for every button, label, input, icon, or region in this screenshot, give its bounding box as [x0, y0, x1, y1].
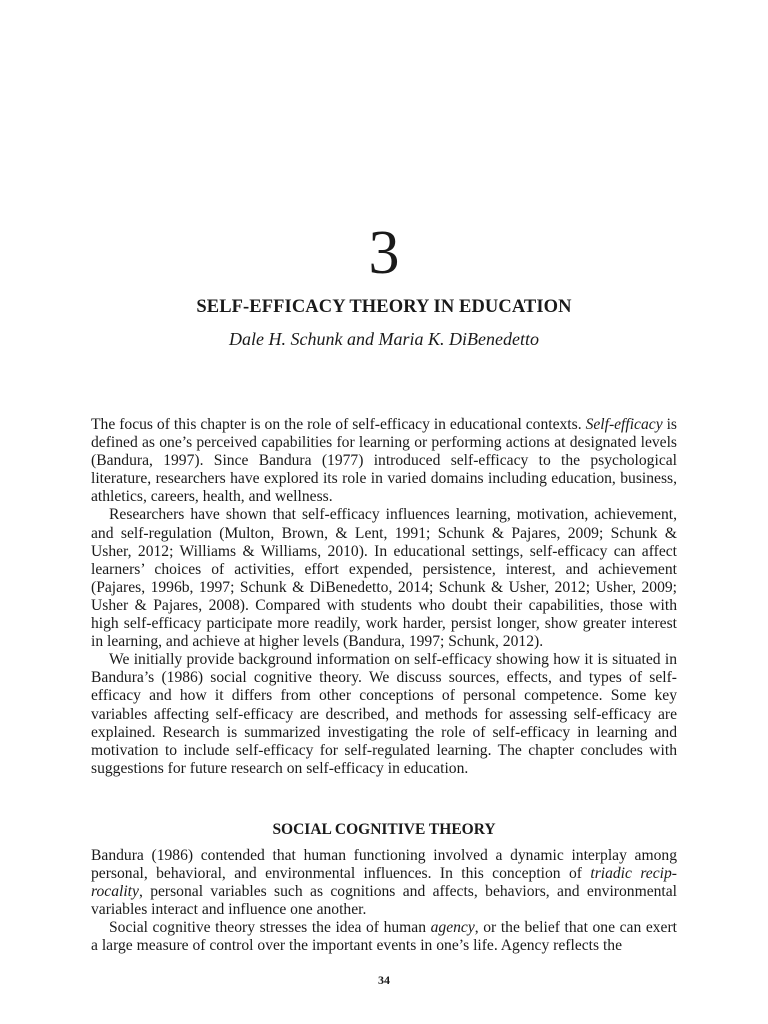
page-number: 34 — [378, 973, 390, 987]
section-paragraph-1 — [91, 847, 677, 919]
intro-body — [91, 416, 677, 778]
intro-paragraph-1-term: Self-efficacy — [585, 416, 663, 433]
section-paragraph-1-text-a: Bandura (1986) contended that human functioning involved a dynamic interplay among personal, behavioral, and environmental influences. In this conception of — [91, 847, 677, 883]
section-paragraph-1-text-b: , personal variables such as cognitions and affects, behaviors, and environmental variables interact and influence one another. — [91, 883, 677, 919]
section-paragraph-2-term: agency — [430, 919, 475, 937]
intro-paragraph-1 — [91, 416, 677, 506]
section-paragraph-2-text-a: Social cognitive theory stresses the idea of human — [109, 919, 431, 937]
intro-paragraph-2: Researchers have shown that self-efficacy influences learning, motivation, achievement, and self-regulation (Multon, Brown, & Lent, 1991; Schunk & Pajares, 2009; Schunk & Usher, 2012; Williams & Williams, 2010). In educational settings, self-efficacy can affect learners’ choices of activities, effort expended, persistence, interest, and achievement (Pajares, 1996b, 1997; Schunk & DiBenedetto, 2014; Schunk & Usher, 2012; Usher, 2009; Usher & Pajares, 2008). Compared with students who doubt their capabilities, those with high self-efficacy participate more readily, work harder, persist longer, show greater interest in learning, and achieve at higher levels (Bandura, 1997; Schunk, 2012). — [91, 506, 677, 651]
section-paragraph-2-text-b: , or the belief that one can exert a large measure of control over the important events in one’s life. Agency reflects the — [91, 919, 677, 955]
section-paragraph-2 — [91, 919, 677, 955]
chapter-authors: Dale H. Schunk and Maria K. DiBenedetto — [229, 329, 539, 349]
chapter-title: SELF-EFFICACY THEORY IN EDUCATION — [196, 297, 572, 317]
section-paragraph-1-term: triadic reciprocality — [91, 865, 677, 901]
section-body — [91, 847, 677, 956]
section-heading: SOCIAL COGNITIVE THEORY — [272, 821, 496, 838]
intro-paragraph-3: We initially provide background information on self-efficacy showing how it is situated in Bandura’s (1986) social cognitive theory. We discuss sources, effects, and types of self-efficacy and how it differs from other conceptions of personal competence. Some key variables affecting self-efficacy are described, and methods for assessing self-efficacy are explained. Research is summarized investigating the role of self-efficacy in learning and motivation to include self-efficacy for self-regulated learning. The chapter concludes with suggestions for future research on self-efficacy in education. — [91, 651, 677, 777]
intro-paragraph-1-text-a: The focus of this chapter is on the role of self-efficacy in educational contexts. — [91, 416, 586, 433]
chapter-number: 3 — [368, 219, 400, 287]
intro-paragraph-1-text-b: is defined as one’s perceived capabilities for learning or performing actions at designated levels (Bandura, 1997). Since Bandura (1977) introduced self-efficacy to the psychological literature, researchers have explored its role in varied domains including education, business, athletics, careers, health, and wellness. — [91, 416, 677, 506]
